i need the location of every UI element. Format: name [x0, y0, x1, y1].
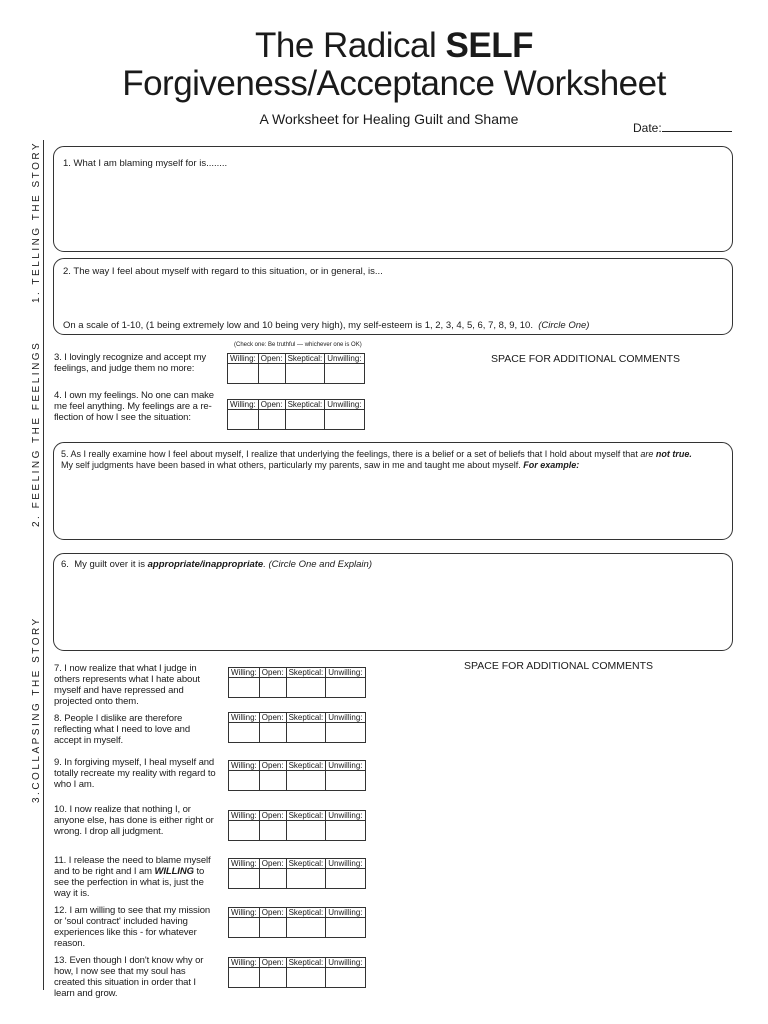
option-open: Open:: [259, 908, 286, 918]
option-unwilling: Unwilling:: [326, 859, 365, 869]
q3-skeptical-cell[interactable]: [285, 364, 325, 384]
option-skeptical: Skeptical:: [285, 400, 325, 410]
option-open: Open:: [259, 859, 286, 869]
q3-open-cell[interactable]: [258, 364, 285, 384]
q8-skeptical-cell[interactable]: [286, 723, 326, 743]
option-skeptical: Skeptical:: [286, 713, 326, 723]
q4-response-grid[interactable]: [227, 399, 365, 430]
q9-skeptical-cell[interactable]: [286, 771, 326, 791]
q13-skeptical-cell[interactable]: [286, 968, 326, 988]
q12-statement: 12. I am willing to see that my mission or 'soul contract' included having experiences like this - for whatever reason.: [54, 905, 211, 949]
option-skeptical: Skeptical:: [286, 859, 326, 869]
option-willing: Willing:: [228, 400, 259, 410]
q6-answer-box[interactable]: [53, 553, 733, 651]
option-unwilling: Unwilling:: [325, 400, 364, 410]
option-unwilling: Unwilling:: [326, 668, 365, 678]
q9-unwilling-cell[interactable]: [326, 771, 365, 791]
q2-prompt: 2. The way I feel about myself with regard to this situation, or in general, is...: [63, 266, 383, 277]
q7-willing-cell[interactable]: [229, 678, 260, 698]
option-unwilling: Unwilling:: [325, 354, 364, 364]
option-willing: Willing:: [229, 761, 260, 771]
q11-unwilling-cell[interactable]: [326, 869, 365, 889]
option-skeptical: Skeptical:: [285, 354, 325, 364]
q8-statement: 8. People I dislike are therefore reflecting what I need to love and accept in myself.: [54, 713, 191, 746]
subtitle: A Worksheet for Healing Guilt and Shame: [259, 111, 519, 127]
option-skeptical: Skeptical:: [286, 811, 326, 821]
title-line-2: Forgiveness/Acceptance Worksheet: [122, 64, 666, 103]
q3-statement: 3. I lovingly recognize and accept my feelings, and judge them no more:: [54, 352, 207, 374]
q2-answer-box[interactable]: [53, 258, 733, 335]
option-open: Open:: [258, 400, 285, 410]
q12-skeptical-cell[interactable]: [286, 918, 326, 938]
option-open: Open:: [259, 761, 286, 771]
option-willing: Willing:: [229, 668, 260, 678]
q11-response-grid[interactable]: [228, 858, 366, 889]
q11-skeptical-cell[interactable]: [286, 869, 326, 889]
q13-response-grid[interactable]: [228, 957, 366, 988]
option-willing: Willing:: [229, 908, 260, 918]
q13-open-cell[interactable]: [259, 968, 286, 988]
q5-answer-box[interactable]: [53, 442, 733, 540]
q10-unwilling-cell[interactable]: [326, 821, 365, 841]
q13-statement: 13. Even though I don't know why or how, I now see that my soul has created this situation in order that I learn and grow.: [54, 955, 204, 999]
q11-willing-cell[interactable]: [229, 869, 260, 889]
option-willing: Willing:: [229, 958, 260, 968]
q4-statement: 4. I own my feelings. No one can make me feel anything. My feelings are a re- flection of how I see the situation:: [54, 390, 214, 423]
q10-open-cell[interactable]: [259, 821, 286, 841]
option-unwilling: Unwilling:: [326, 761, 365, 771]
q9-statement: 9. In forgiving myself, I heal myself and totally recreate my reality with regard to who I am.: [54, 757, 216, 790]
option-open: Open:: [259, 811, 286, 821]
option-open: Open:: [259, 668, 286, 678]
comments-label-1: SPACE FOR ADDITIONAL COMMENTS: [491, 353, 681, 365]
comments-label-2: SPACE FOR ADDITIONAL COMMENTS: [464, 660, 654, 672]
section-label-telling-the-story: 1. TELLING THE STORY: [31, 140, 42, 303]
q9-response-grid[interactable]: [228, 760, 366, 791]
section-label-collapsing-the-story: 3.COLLAPSING THE STORY: [31, 616, 42, 803]
title-line-1: The Radical SELF: [255, 26, 533, 65]
q13-unwilling-cell[interactable]: [326, 968, 365, 988]
option-unwilling: Unwilling:: [326, 908, 365, 918]
q7-skeptical-cell[interactable]: [286, 678, 326, 698]
q4-willing-cell[interactable]: [228, 410, 259, 430]
option-willing: Willing:: [228, 354, 259, 364]
q10-willing-cell[interactable]: [229, 821, 260, 841]
q7-statement: 7. I now realize that what I judge in others represents what I hate about myself and have repressed and projected onto them.: [54, 663, 200, 707]
q10-statement: 10. I now realize that nothing I, or anyone else, has done is either right or wrong. I drop all judgment.: [54, 804, 214, 837]
q1-prompt: 1. What I am blaming myself for is........: [63, 158, 228, 169]
q8-unwilling-cell[interactable]: [326, 723, 365, 743]
q13-willing-cell[interactable]: [229, 968, 260, 988]
q6-prompt: 6. My guilt over it is appropriate/inappropriate. (Circle One and Explain): [61, 559, 372, 570]
q10-response-grid[interactable]: [228, 810, 366, 841]
q9-open-cell[interactable]: [259, 771, 286, 791]
q11-statement: 11. I release the need to blame myself and to be right and I am WILLING to see the perfection in what is, just the way it is.: [54, 855, 211, 899]
q9-willing-cell[interactable]: [229, 771, 260, 791]
option-willing: Willing:: [229, 713, 260, 723]
section-label-feeling-the-feelings: 2. FEELING THE FEELINGS: [31, 340, 42, 527]
q12-open-cell[interactable]: [259, 918, 286, 938]
option-skeptical: Skeptical:: [286, 958, 326, 968]
q12-unwilling-cell[interactable]: [326, 918, 365, 938]
q3-response-grid[interactable]: [227, 353, 365, 384]
option-open: Open:: [259, 958, 286, 968]
option-skeptical: Skeptical:: [286, 668, 326, 678]
q3-unwilling-cell[interactable]: [325, 364, 364, 384]
q4-open-cell[interactable]: [258, 410, 285, 430]
option-willing: Willing:: [229, 811, 260, 821]
q3-willing-cell[interactable]: [228, 364, 259, 384]
option-unwilling: Unwilling:: [326, 713, 365, 723]
q8-open-cell[interactable]: [259, 723, 286, 743]
option-skeptical: Skeptical:: [286, 908, 326, 918]
option-unwilling: Unwilling:: [326, 811, 365, 821]
q11-open-cell[interactable]: [259, 869, 286, 889]
q4-skeptical-cell[interactable]: [285, 410, 325, 430]
q12-willing-cell[interactable]: [229, 918, 260, 938]
q7-unwilling-cell[interactable]: [326, 678, 365, 698]
q12-response-grid[interactable]: [228, 907, 366, 938]
option-unwilling: Unwilling:: [326, 958, 365, 968]
section-rule: [43, 140, 44, 990]
option-willing: Willing:: [229, 859, 260, 869]
q4-unwilling-cell[interactable]: [325, 410, 364, 430]
check-note: (Check one: Be truthful — whichever one is OK): [234, 342, 362, 348]
q8-willing-cell[interactable]: [229, 723, 260, 743]
q2-scale: On a scale of 1-10, (1 being extremely low and 10 being very high), my self-esteem is 1, 2, 3, 4, 5, 6, 7, 8, 9, 10. (Circle One): [63, 320, 590, 331]
option-open: Open:: [259, 713, 286, 723]
option-open: Open:: [258, 354, 285, 364]
q5-prompt: 5. As I really examine how I feel about myself, I realize that underlying the feelings, there is a belief or a set of beliefs that I hold about myself that are not true. My self judgments have been based in what others, particularly my parents, saw in me and taught me about myself. For example:: [61, 449, 692, 470]
q10-skeptical-cell[interactable]: [286, 821, 326, 841]
q1-answer-box[interactable]: [53, 146, 733, 252]
q8-response-grid[interactable]: [228, 712, 366, 743]
option-skeptical: Skeptical:: [286, 761, 326, 771]
q7-open-cell[interactable]: [259, 678, 286, 698]
q7-response-grid[interactable]: [228, 667, 366, 698]
date-field[interactable]: Date:: [633, 120, 732, 135]
